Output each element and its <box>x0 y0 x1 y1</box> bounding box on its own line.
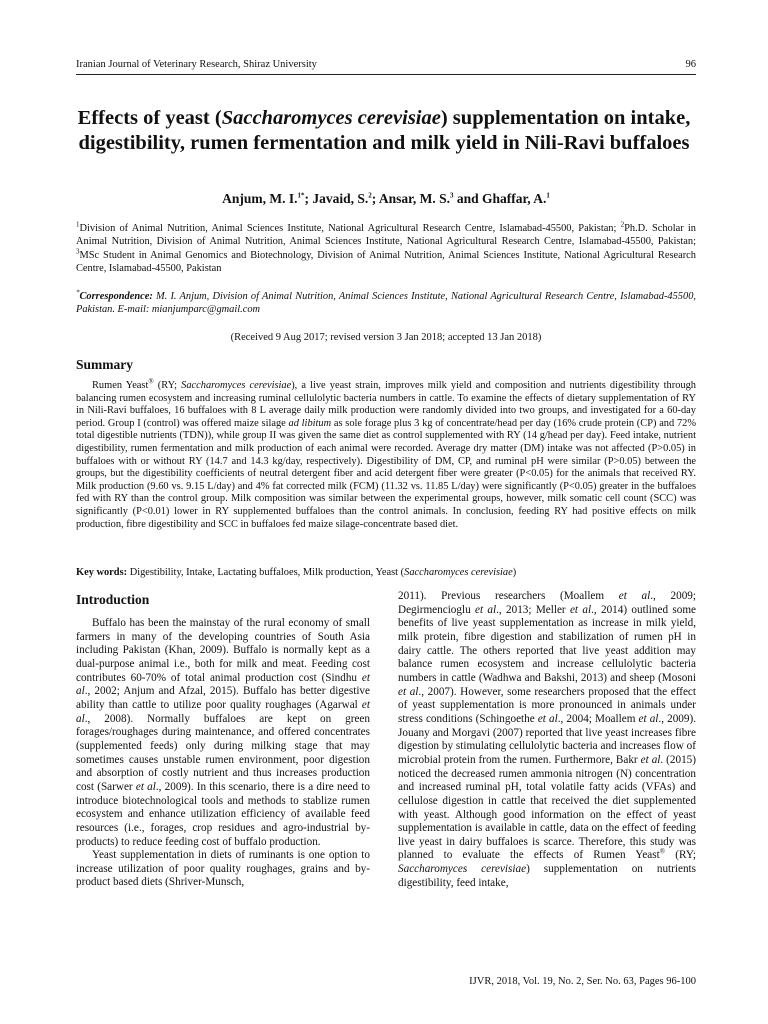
author-affil-mark: 1 <box>546 191 550 200</box>
author-name: Anjum, M. I. <box>222 191 298 206</box>
text-run: ., 2013; Meller <box>496 603 570 616</box>
summary-text <box>76 377 696 531</box>
registered-mark: ® <box>659 847 666 856</box>
et-al: et al <box>569 603 592 616</box>
species-name: Saccharomyces cerevisiae <box>398 863 527 876</box>
text-run: ., 2002; Anjum and Afzal, 2015). Buffalo has better digestive ability than cattle to utilize poor quality roughages (Agarwal <box>76 685 370 711</box>
affil-mark: 2 <box>620 220 625 229</box>
et-al: et al <box>537 712 558 725</box>
title-text-end: ) supplementation on intake, digestibility, rumen fermentation and milk yield in Nili-Ravi buffaloes <box>78 107 691 154</box>
left-column <box>76 617 370 890</box>
text-run: ) supplementation on nutrients digestibility, feed intake, <box>398 863 696 889</box>
summary-run: ), a live yeast strain, improves milk yield and composition and nutrients digestibility through balancing rumen ecosystem and increasing ruminal cellulolytic bacteria numbers in cattle. To examine the effects of dietary supplementation of RY in Nili-Ravi buffaloes, 16 buffaloes with 8 L average daily milk production were randomly divided into two groups, and investigated for a 60-day period. Group I (control) was offered maize silage <box>76 380 696 429</box>
text-run: . (2015) noticed the decreased rumen ammonia nitrogen (N) concentration and increased ruminal pH, total volatile fatty acids (VFAs) and cellulose digestion in cattle that received the diet supplemented with yeast. Although good information on the effect of yeast supplementation is available in cattle, data on the effect of feeding live yeast in dairy buffaloes is scarce. Therefore, this study was planned to evaluate the effects of Rumen Yeast <box>398 753 696 862</box>
et-al: et al <box>76 671 370 698</box>
paragraph: Yeast supplementation in diets of ruminants is one option to increase utilization of poor quality roughages, grains and by-product based diets (Shriver-Munsch, <box>76 849 370 889</box>
et-al: et al <box>638 712 659 725</box>
text-run: Buffalo has been the mainstay of the rural economy of small farmers in many of the developing countries of South Asia including Pakistan (Khan, 2009). Buffalo is normally kept as a dual-purpose animal i.e., both for milk and meat. Feeding cost contributes 60-70% of total animal production cost (Sindhu <box>76 617 370 684</box>
corr-mark: * <box>76 288 80 297</box>
introduction-heading: Introduction <box>76 592 150 607</box>
author-list <box>76 190 696 208</box>
et-al: et al <box>640 753 661 766</box>
paragraph <box>398 590 696 890</box>
author-affil-mark: 2 <box>368 191 372 200</box>
keywords <box>76 566 696 579</box>
affil-mark: 1 <box>76 220 80 229</box>
text-run: ., 2014) outlined some benefits of live yeast supplementation as increase in milk yield, milk protein, fibre digestion and stabilization of rumen pH in dairy cattle. The others reported that live yeast addition may balance rumen ecosystem and increase cellulolytic bacteria numbers in cattle (Wadhwa and Bakshi, 2013) and sheep (Mosoni <box>398 603 696 684</box>
author-affil-mark: 3 <box>450 191 454 200</box>
latin-term: ad libitum <box>288 417 332 429</box>
author-affil-mark: 1* <box>297 191 305 200</box>
journal-name: Iranian Journal of Veterinary Research, Shiraz University <box>76 59 317 70</box>
text-run: ., 2008). Normally buffaloes are kept on green forages/roughages during maintenance, and offered concentrates (supplemented feeds) only during milking stage that may sometimes causes unstable rumen environment, poor digestion and absorption of costly nutrient and thus increases production cost (Sarwer <box>76 712 370 793</box>
registered-mark: ® <box>148 377 154 386</box>
author-name: ; Ansar, M. S. <box>371 191 450 206</box>
correspondence <box>76 290 696 317</box>
affil-text: Division of Animal Nutrition, Animal Sciences Institute, National Agricultural Research Centre, Islamabad-45500, Pakistan; <box>79 223 621 234</box>
text-run: (RY; <box>665 849 697 862</box>
et-al: et al <box>76 698 370 725</box>
keywords-label: Key words: <box>76 567 128 578</box>
title-species: Saccharomyces cerevisiae <box>221 107 441 129</box>
text-run: ., 2009). Jouany and Morgavi (2007) reported that live yeast increases fibre digestion by stimulating cellulolytic bacteria and increases flow of microbial protein from the rumen. Furthermore, Bakr <box>398 712 697 766</box>
text-run: ., 2009). In this scenario, there is a dire need to introduce biotechnological tools and methods to stablize rumen ecosystem and enhance utilization efficiency of available feed resources (i.e., forages, crop residues and agro-industrial by-products) to reduce feeding cost of buffalo production. <box>76 780 371 848</box>
page-number: 96 <box>685 59 696 70</box>
et-al: et al <box>135 780 156 793</box>
et-al: et al <box>618 590 651 602</box>
summary-run: Rumen Yeast <box>92 380 149 391</box>
text-run: ., 2004; Moallem <box>557 712 639 725</box>
summary-run: (RY; <box>153 380 182 391</box>
species-name: Saccharomyces cerevisiae <box>404 567 513 578</box>
keywords-text: Digestibility, Intake, Lactating buffaloes, Milk production, Yeast ( <box>127 567 405 578</box>
right-column <box>398 590 696 890</box>
received-dates: (Received 9 Aug 2017; revised version 3 Jan 2018; accepted 13 Jan 2018) <box>230 332 542 343</box>
text-run: ., 2009; Degirmencioglu <box>398 590 697 616</box>
title-text: Effects of yeast ( <box>77 107 222 129</box>
affil-text: Ph.D. Scholar in Animal Nutrition, Division of Animal Nutrition, Animal Sciences Institute, National Agricultural Research Centre, Islamabad-45500, Pakistan; <box>76 223 696 248</box>
keywords-text: ) <box>512 567 517 578</box>
species-name: Saccharomyces cerevisiae <box>181 380 292 391</box>
paragraph <box>76 617 370 849</box>
affil-mark: 3 <box>76 247 80 256</box>
affil-text: MSc Student in Animal Genomics and Biotechnology, Division of Animal Nutrition, Animal Sciences Institute, National Agricultural Research Centre, Islamabad-45500, Pakistan <box>76 249 696 274</box>
corr-text: M. I. Anjum, Division of Animal Nutrition, Animal Sciences Institute, National Agricultural Research Centre, Islamabad-45500, Pakistan. E-mail: mianjumparc@gmail.com <box>76 291 696 316</box>
et-al: et al <box>398 685 419 698</box>
text-run: ., 2007). However, some researchers proposed that the effect of yeast supplementation is more pronounced in animals under stress conditions (Schingoethe <box>398 685 696 725</box>
citation-footer: IJVR, 2018, Vol. 19, No. 2, Ser. No. 63, Pages 96-100 <box>469 976 696 987</box>
summary-heading: Summary <box>76 357 133 372</box>
article-title <box>66 106 702 156</box>
corr-label: Correspondence: <box>79 291 153 302</box>
author-name: ; Javaid, S. <box>304 191 369 206</box>
affiliations <box>76 222 696 275</box>
summary-run: as sole forage plus 3 kg of concentrate/head per day (16% crude protein (CP) and 72% total digestible nutrients (TDN)), while group II was given the same diet as control supplemented with RY (14 g/head per day). Feed intake, nutrient digestibility, rumen fermentation and milk production of each animal were recorded. Average dry matter (DM) intake was not affected (P>0.05) in buffaloes with or without RY (14.7 and 14.3 kg/day, respectively). Digestibility of DM, CP, and ruminal pH were similar (P>0.05) between the groups, but the digestibility coefficients of neutral detergent fiber and acid detergent fiber were greater (P<0.05) for the animals that received RY. Milk production (9.60 vs. 9.15 L/day) and 4% fat corrected milk (FCM) (11.32 vs. 11.85 L/day) were significantly (P<0.05) greater in the buffaloes fed with RY than the control group. Milk composition was similar between the experimental groups, however, milk somatic cell count (SCC) was significantly (P<0.01) lower in RY supplemented buffaloes than the control animals. In conclusion, feeding RY had positive effects on milk production, fibre digestibility and SCC in buffaloes fed maize silage-concentrate based diet. <box>76 417 696 530</box>
author-name: and Ghaffar, A. <box>453 191 547 206</box>
text-run: 2011). Previous researchers (Moallem <box>398 590 619 602</box>
running-header <box>76 58 696 75</box>
et-al: et al <box>475 603 497 616</box>
